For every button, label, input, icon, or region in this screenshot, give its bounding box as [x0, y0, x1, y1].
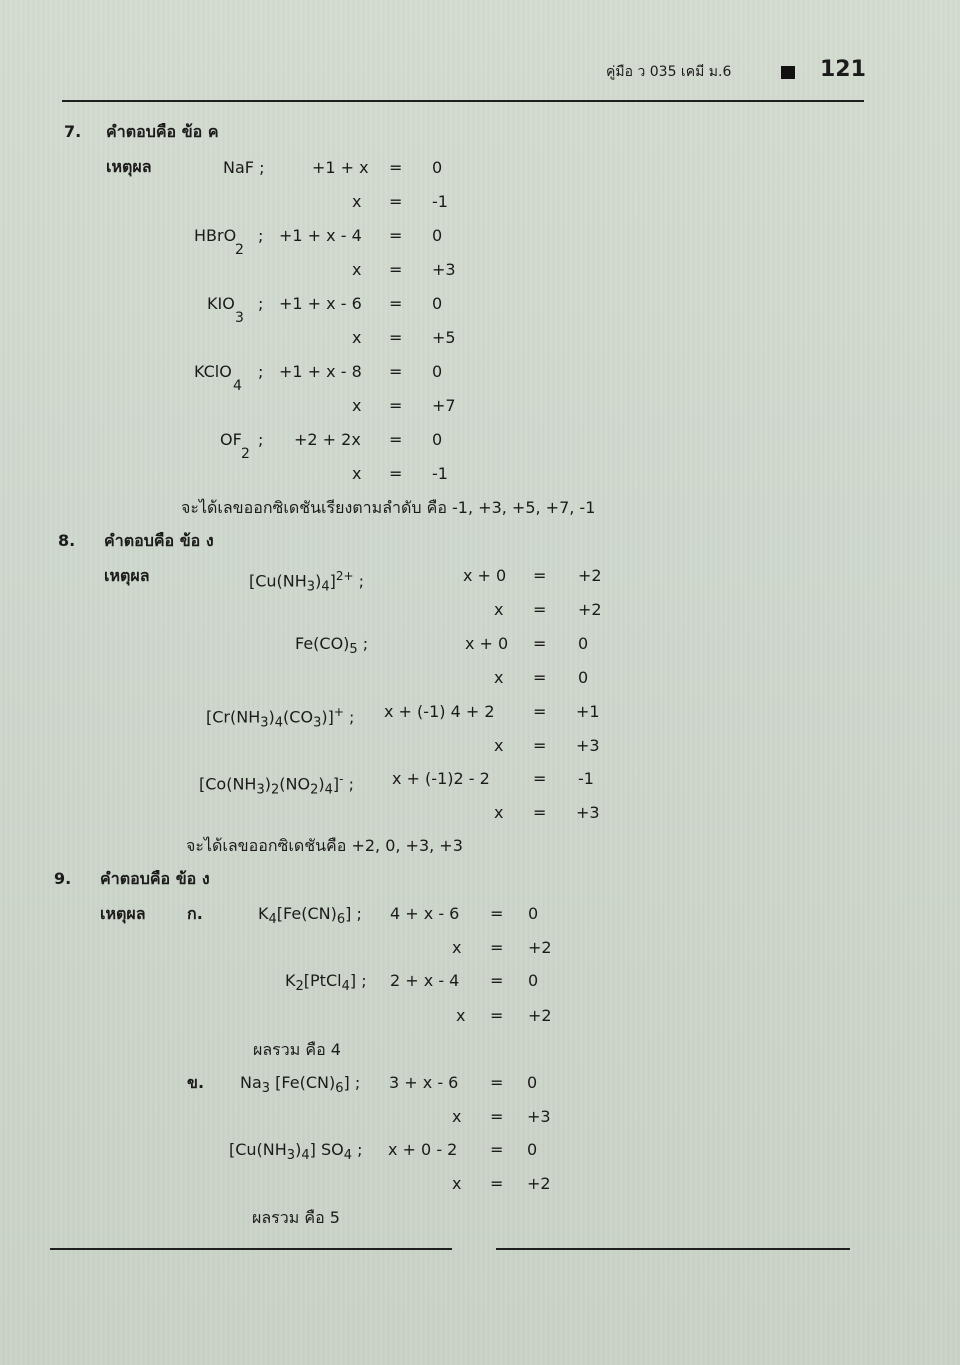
q7-rhs: 0 — [432, 158, 443, 177]
q7-number: 7. — [64, 122, 82, 141]
q7-lhs: x — [352, 328, 362, 347]
q7-answer: คำตอบคือ ข้อ ค — [106, 122, 219, 141]
q9-rhs: 0 — [528, 904, 539, 923]
q7-subscript: 4 — [233, 378, 242, 394]
footer-rule-left — [50, 1248, 452, 1250]
q7-lhs: +1 + x - 8 — [279, 362, 362, 381]
footer-rule-right — [496, 1248, 850, 1250]
q9-rhs: 0 — [527, 1140, 538, 1159]
q8-rhs: +3 — [576, 736, 600, 755]
q7-compound-kio3: KIO — [207, 294, 235, 313]
header-square-mark — [781, 66, 795, 79]
q9-lhs: x — [452, 1107, 462, 1126]
q7-lhs: x — [352, 396, 362, 415]
q7-eq: = — [389, 226, 403, 245]
q8-reason-label: เหตุผล — [104, 566, 150, 585]
q7-lhs: +1 + x - 6 — [279, 294, 362, 313]
q7-eq: = — [389, 328, 403, 347]
q8-number: 8. — [58, 531, 76, 550]
q7-rhs: +5 — [432, 328, 456, 347]
q7-rhs: 0 — [432, 294, 443, 313]
q9-lhs: 4 + x - 6 — [390, 904, 460, 923]
q9-rhs: 0 — [528, 971, 539, 990]
q7-eq: = — [389, 464, 403, 483]
q9-rhs: +3 — [527, 1107, 551, 1126]
q8-eq: = — [533, 634, 547, 653]
q8-formula-cr-complex: $[Cr(NH_3)_4(CO_3)]^+$ ; — [206, 705, 355, 731]
q7-lhs: +2 + 2x — [294, 430, 361, 449]
q9-formula-na3-ferricyanide: $Na_3$ $[Fe(CN)_6]$ ; — [240, 1073, 361, 1097]
q9-rhs: +2 — [528, 1006, 552, 1025]
q8-lhs: x — [494, 736, 504, 755]
q9-formula-cu-ammine-sulfate: $[Cu(NH_3)_4]$ $SO_4$ ; — [229, 1140, 363, 1164]
q9-rhs: +2 — [528, 938, 552, 957]
q8-eq: = — [533, 803, 547, 822]
q8-eq: = — [533, 702, 547, 721]
q9-rhs: +2 — [527, 1174, 551, 1193]
q7-eq: = — [389, 396, 403, 415]
q7-subscript: 2 — [235, 242, 244, 258]
q9-part-a-label: ก. — [187, 904, 203, 923]
q8-eq: = — [533, 600, 547, 619]
q8-formula-co-complex: $[Co(NH_3)_2(NO_2)_4]^-$ ; — [199, 772, 354, 798]
q9-sum-a: ผลรวม คือ 4 — [253, 1040, 341, 1059]
q7-subscript: 2 — [241, 446, 250, 462]
q8-eq: = — [533, 736, 547, 755]
q9-lhs: x — [452, 938, 462, 957]
q7-separator: ; — [258, 362, 264, 381]
q7-lhs: x — [352, 464, 362, 483]
q8-rhs: +2 — [578, 566, 602, 585]
q9-reason-label: เหตุผล — [100, 904, 146, 923]
q9-eq: = — [490, 1073, 504, 1092]
q7-rhs: 0 — [432, 226, 443, 245]
q7-reason-label: เหตุผล — [106, 157, 152, 176]
q8-conclusion: จะได้เลขออกซิเดชันคือ +2, 0, +3, +3 — [186, 836, 463, 855]
q7-rhs: +3 — [432, 260, 456, 279]
q7-compound-kclo4: KClO — [194, 362, 232, 381]
q8-lhs: x — [494, 803, 504, 822]
q9-eq: = — [490, 1140, 504, 1159]
q9-rhs: 0 — [527, 1073, 538, 1092]
q8-rhs: 0 — [578, 634, 589, 653]
q7-rhs: 0 — [432, 362, 443, 381]
q8-eq: = — [533, 668, 547, 687]
q9-lhs: x — [456, 1006, 466, 1025]
q9-eq: = — [490, 1174, 504, 1193]
q7-rhs: 0 — [432, 430, 443, 449]
q8-formula-fe-carbonyl: $Fe(CO)_5$ ; — [295, 634, 369, 658]
q8-lhs: x + (-1)2 - 2 — [392, 769, 490, 788]
q9-eq: = — [490, 938, 504, 957]
q9-eq: = — [490, 971, 504, 990]
q9-lhs: 3 + x - 6 — [389, 1073, 459, 1092]
q9-formula-k2-ptcl4: $K_2[PtCl_4]$ ; — [285, 971, 367, 995]
running-header: คู่มือ ว 035 เคมี ม.6 — [606, 64, 732, 80]
q9-answer: คำตอบคือ ข้อ ง — [100, 869, 210, 888]
q8-answer: คำตอบคือ ข้อ ง — [104, 531, 214, 550]
q7-eq: = — [389, 158, 403, 177]
q9-lhs: x + 0 - 2 — [388, 1140, 458, 1159]
q8-lhs: x + 0 — [463, 566, 507, 585]
q7-eq: = — [389, 362, 403, 381]
q7-subscript: 3 — [235, 310, 244, 326]
q8-lhs: x + (-1) 4 + 2 — [384, 702, 495, 721]
header-rule — [62, 100, 864, 102]
q8-eq: = — [533, 566, 547, 585]
q7-lhs: x — [352, 260, 362, 279]
q9-eq: = — [490, 904, 504, 923]
q8-rhs: +2 — [578, 600, 602, 619]
q9-sum-b: ผลรวม คือ 5 — [252, 1208, 340, 1227]
q8-lhs: x + 0 — [465, 634, 509, 653]
q8-lhs: x — [494, 600, 504, 619]
q8-rhs: +3 — [576, 803, 600, 822]
q7-eq: = — [389, 192, 403, 211]
q9-number: 9. — [54, 869, 72, 888]
q9-lhs: 2 + x - 4 — [390, 971, 460, 990]
q9-eq: = — [490, 1006, 504, 1025]
page-number: 121 — [820, 57, 866, 82]
q7-eq: = — [389, 294, 403, 313]
q9-eq: = — [490, 1107, 504, 1126]
q7-compound-naf: NaF ; — [223, 158, 265, 177]
q7-separator: ; — [258, 294, 264, 313]
q9-lhs: x — [452, 1174, 462, 1193]
q7-separator: ; — [258, 430, 264, 449]
q7-rhs: -1 — [432, 192, 448, 211]
q8-rhs: +1 — [576, 702, 600, 721]
q7-lhs: +1 + x — [312, 158, 369, 177]
q8-rhs: 0 — [578, 668, 589, 687]
q9-formula-k4-ferrocyanide: $K_4[Fe(CN)_6]$ ; — [258, 904, 362, 928]
q8-formula-cu-ammine: $[Cu(NH_3)_4]^{2+}$ ; — [249, 569, 365, 595]
q9-part-b-label: ข. — [187, 1073, 205, 1092]
q7-conclusion: จะได้เลขออกซิเดชันเรียงตามลำดับ คือ -1, +3, +5, +7, -1 — [181, 498, 596, 517]
q7-compound-hbro2: HBrO — [194, 226, 237, 245]
q8-rhs: -1 — [578, 769, 594, 788]
q8-lhs: x — [494, 668, 504, 687]
q7-eq: = — [389, 430, 403, 449]
q7-lhs: x — [352, 192, 362, 211]
q7-rhs: +7 — [432, 396, 456, 415]
q8-eq: = — [533, 769, 547, 788]
q7-compound-of2: OF — [220, 430, 242, 449]
q7-rhs: -1 — [432, 464, 448, 483]
q7-eq: = — [389, 260, 403, 279]
q7-lhs: +1 + x - 4 — [279, 226, 362, 245]
q7-separator: ; — [258, 226, 264, 245]
